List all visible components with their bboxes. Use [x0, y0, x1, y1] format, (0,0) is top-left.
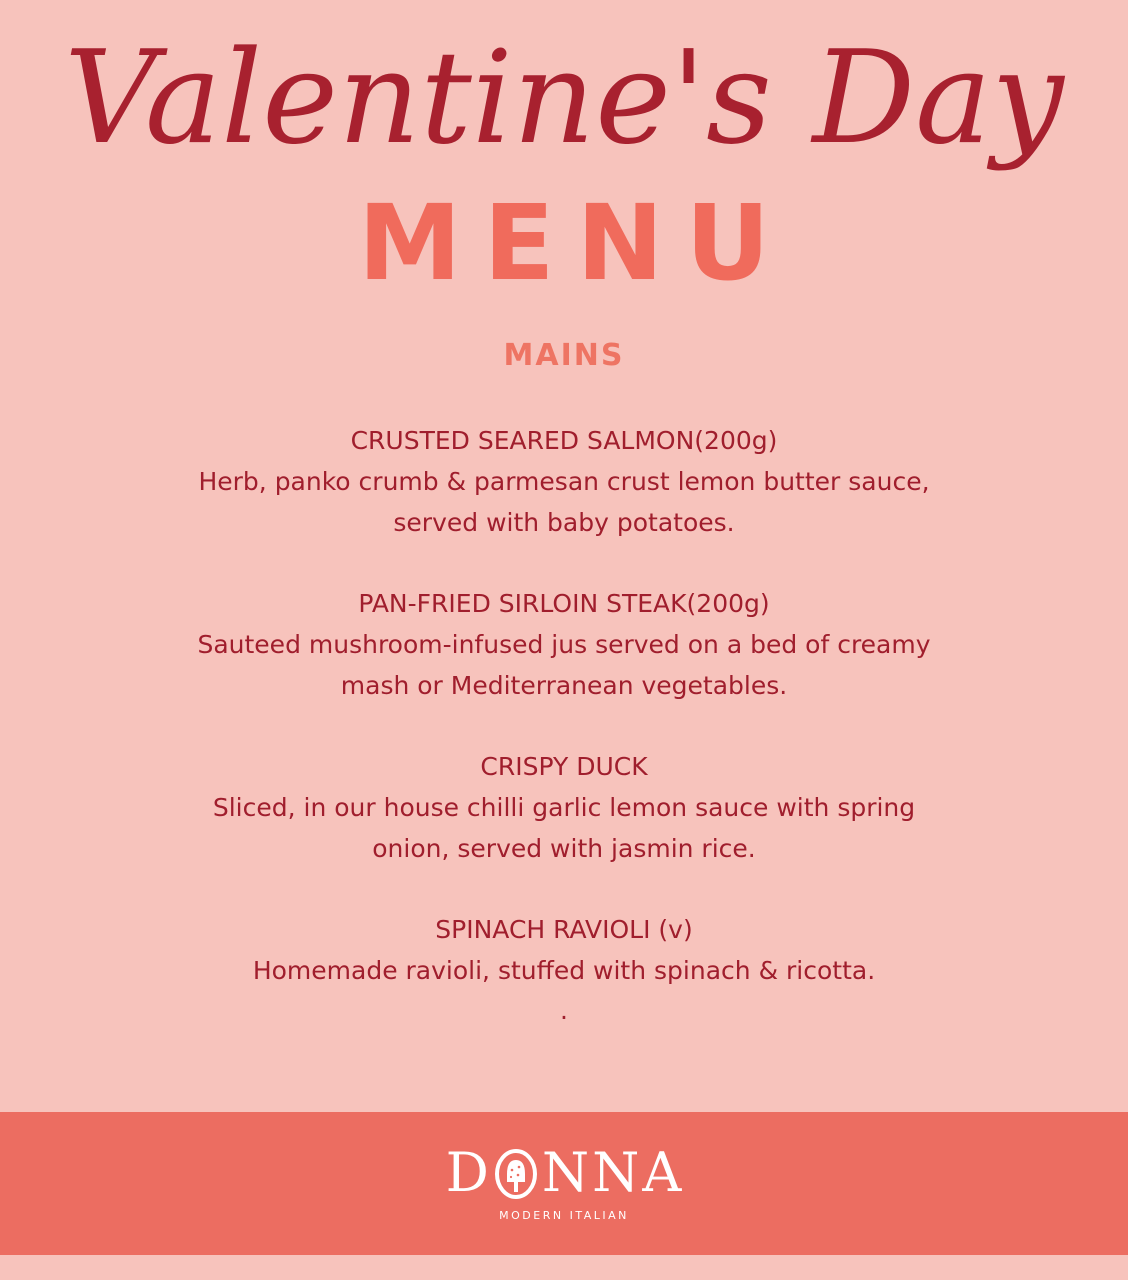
gelato-o-icon	[492, 1144, 540, 1202]
menu-heading: MENU	[357, 182, 793, 304]
menu-item-name: SPINACH RAVIOLI (v)	[435, 915, 693, 944]
menu-item-description: Sauteed mushroom-infused jus served on a bed of creamy mash or Mediterranean vegetables.	[197, 630, 931, 700]
menu-item-description: Sliced, in our house chilli garlic lemon sauce with spring onion, served with jasmin rice.	[212, 793, 916, 863]
script-title-text: Valentine's Day	[64, 24, 1064, 173]
menu-items-list	[0, 420, 1128, 1031]
menu-item-duck	[0, 746, 1128, 869]
menu-item-name: CRUSTED SEARED SALMON(200g)	[350, 426, 778, 455]
brand-wordmark	[446, 1140, 683, 1202]
menu-item-description: Herb, panko crumb & parmesan crust lemon butter sauce, served with baby potatoes.	[198, 467, 930, 537]
menu-item-description: Homemade ravioli, stuffed with spinach & ricotta.	[252, 956, 876, 985]
brand-letter: N	[541, 1141, 591, 1204]
section-heading-mains: MAINS	[503, 338, 625, 373]
menu-item-salmon	[0, 420, 1128, 543]
script-title-lettering	[0, 0, 1128, 202]
brand-tagline: MODERN ITALIAN	[499, 1209, 629, 1222]
footer-band	[0, 1112, 1128, 1255]
menu-item-name: CRISPY DUCK	[480, 752, 648, 781]
brand-letter: N	[592, 1141, 641, 1204]
script-title	[0, 0, 1128, 202]
brand-logo	[0, 1140, 1128, 1224]
menu-item-steak	[0, 583, 1128, 706]
brand-letter: D	[445, 1141, 490, 1204]
menu-item-name: PAN-FRIED SIRLOIN STEAK(200g)	[358, 589, 770, 618]
trailing-mark: .	[560, 996, 568, 1025]
brand-letter: A	[642, 1141, 683, 1204]
menu-item-ravioli	[0, 909, 1128, 991]
